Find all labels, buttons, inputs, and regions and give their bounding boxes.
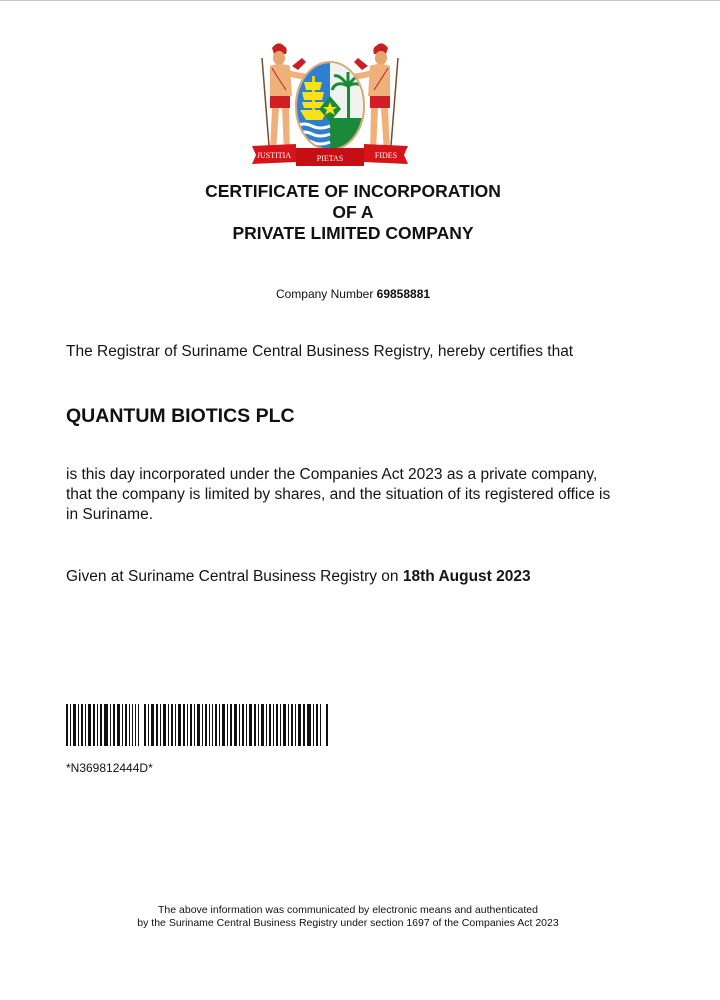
registrar-statement: The Registrar of Suriname Central Business Registry, hereby certifies that [66,343,574,360]
title-line-2: OF A [332,202,374,222]
title-line-1: CERTIFICATE OF INCORPORATION [205,181,501,201]
given-date: 18th August 2023 [402,568,531,585]
barcode-icon [66,704,329,746]
footer-line-1: The above information was communicated by electronic means and authenticated [158,904,538,916]
title-line-3: PRIVATE LIMITED COMPANY [232,223,474,243]
suriname-coat-of-arms-icon [252,40,408,168]
svg-text:FIDES: FIDES [374,151,398,160]
barcode-text: *N369812444D* [66,761,153,775]
company-number-label: Company Number [275,287,374,301]
footer-note [0,904,696,930]
company-name: QUANTUM BIOTICS PLC [66,405,295,427]
company-number-line [0,286,706,302]
svg-text:PIETAS: PIETAS [316,154,344,163]
svg-text:JUSTITIA: JUSTITIA [256,151,292,160]
given-at-line [66,567,531,587]
certificate-title [0,181,706,244]
footer-line-2: by the Suriname Central Business Registry under section 1697 of the Companies Act 2023 [137,917,559,929]
given-at-prefix: Given at Suriname Central Business Registry on [66,568,399,585]
incorporation-text: is this day incorporated under the Companies Act 2023 as a private company, that the company is limited by shares, and the situation of its registered office is in Suriname. [66,466,611,523]
company-number-value: 69858881 [376,287,431,301]
